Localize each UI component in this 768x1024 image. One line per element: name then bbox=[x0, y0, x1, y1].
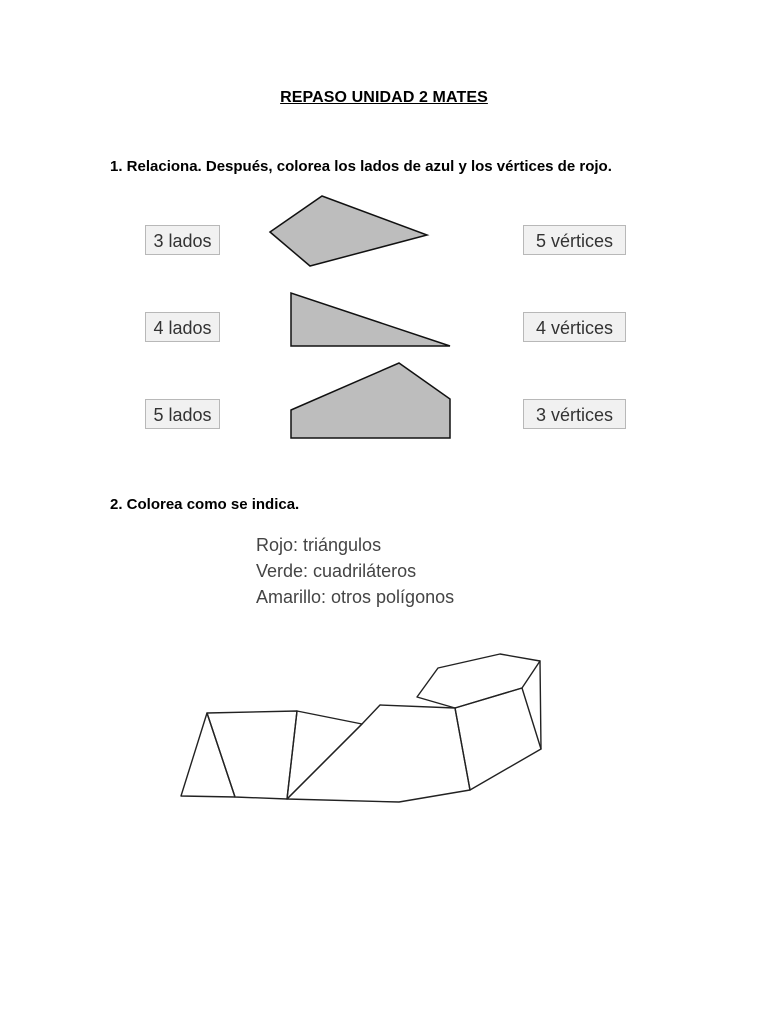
label-4-lados: 4 lados bbox=[145, 312, 220, 342]
pentagon-shape bbox=[291, 363, 450, 438]
label-4-vertices: 4 vértices bbox=[523, 312, 626, 342]
exercise-1-shapes bbox=[0, 0, 768, 480]
figure-polygon-2 bbox=[417, 654, 540, 708]
legend-other-polygons: Amarillo: otros polígonos bbox=[256, 587, 455, 607]
exercise-2-instruction: 2. Colorea como se indica. bbox=[110, 496, 300, 513]
label-3-lados: 3 lados bbox=[145, 225, 220, 255]
label-3-vertices: 3 vértices bbox=[523, 399, 626, 429]
figure-triangle-1 bbox=[181, 713, 235, 797]
quadrilateral-shape bbox=[270, 196, 427, 266]
label-5-lados: 5 lados bbox=[145, 399, 220, 429]
figure-quadrilateral-1 bbox=[207, 711, 297, 799]
figure-polygon-1 bbox=[287, 705, 470, 802]
figure-edge-right bbox=[540, 661, 541, 749]
exercise-1-instruction: 1. Relaciona. Después, colorea los lados de azul y los vértices de rojo. bbox=[110, 158, 612, 175]
figure-triangle-2 bbox=[287, 711, 362, 799]
triangle-shape bbox=[291, 293, 450, 346]
legend-triangles: Rojo: triángulos bbox=[256, 535, 382, 555]
page-title: REPASO UNIDAD 2 MATES bbox=[280, 89, 488, 106]
legend-quadrilaterals: Verde: cuadriláteros bbox=[256, 561, 417, 581]
figure-quadrilateral-2 bbox=[455, 688, 541, 790]
label-5-vertices: 5 vértices bbox=[523, 225, 626, 255]
